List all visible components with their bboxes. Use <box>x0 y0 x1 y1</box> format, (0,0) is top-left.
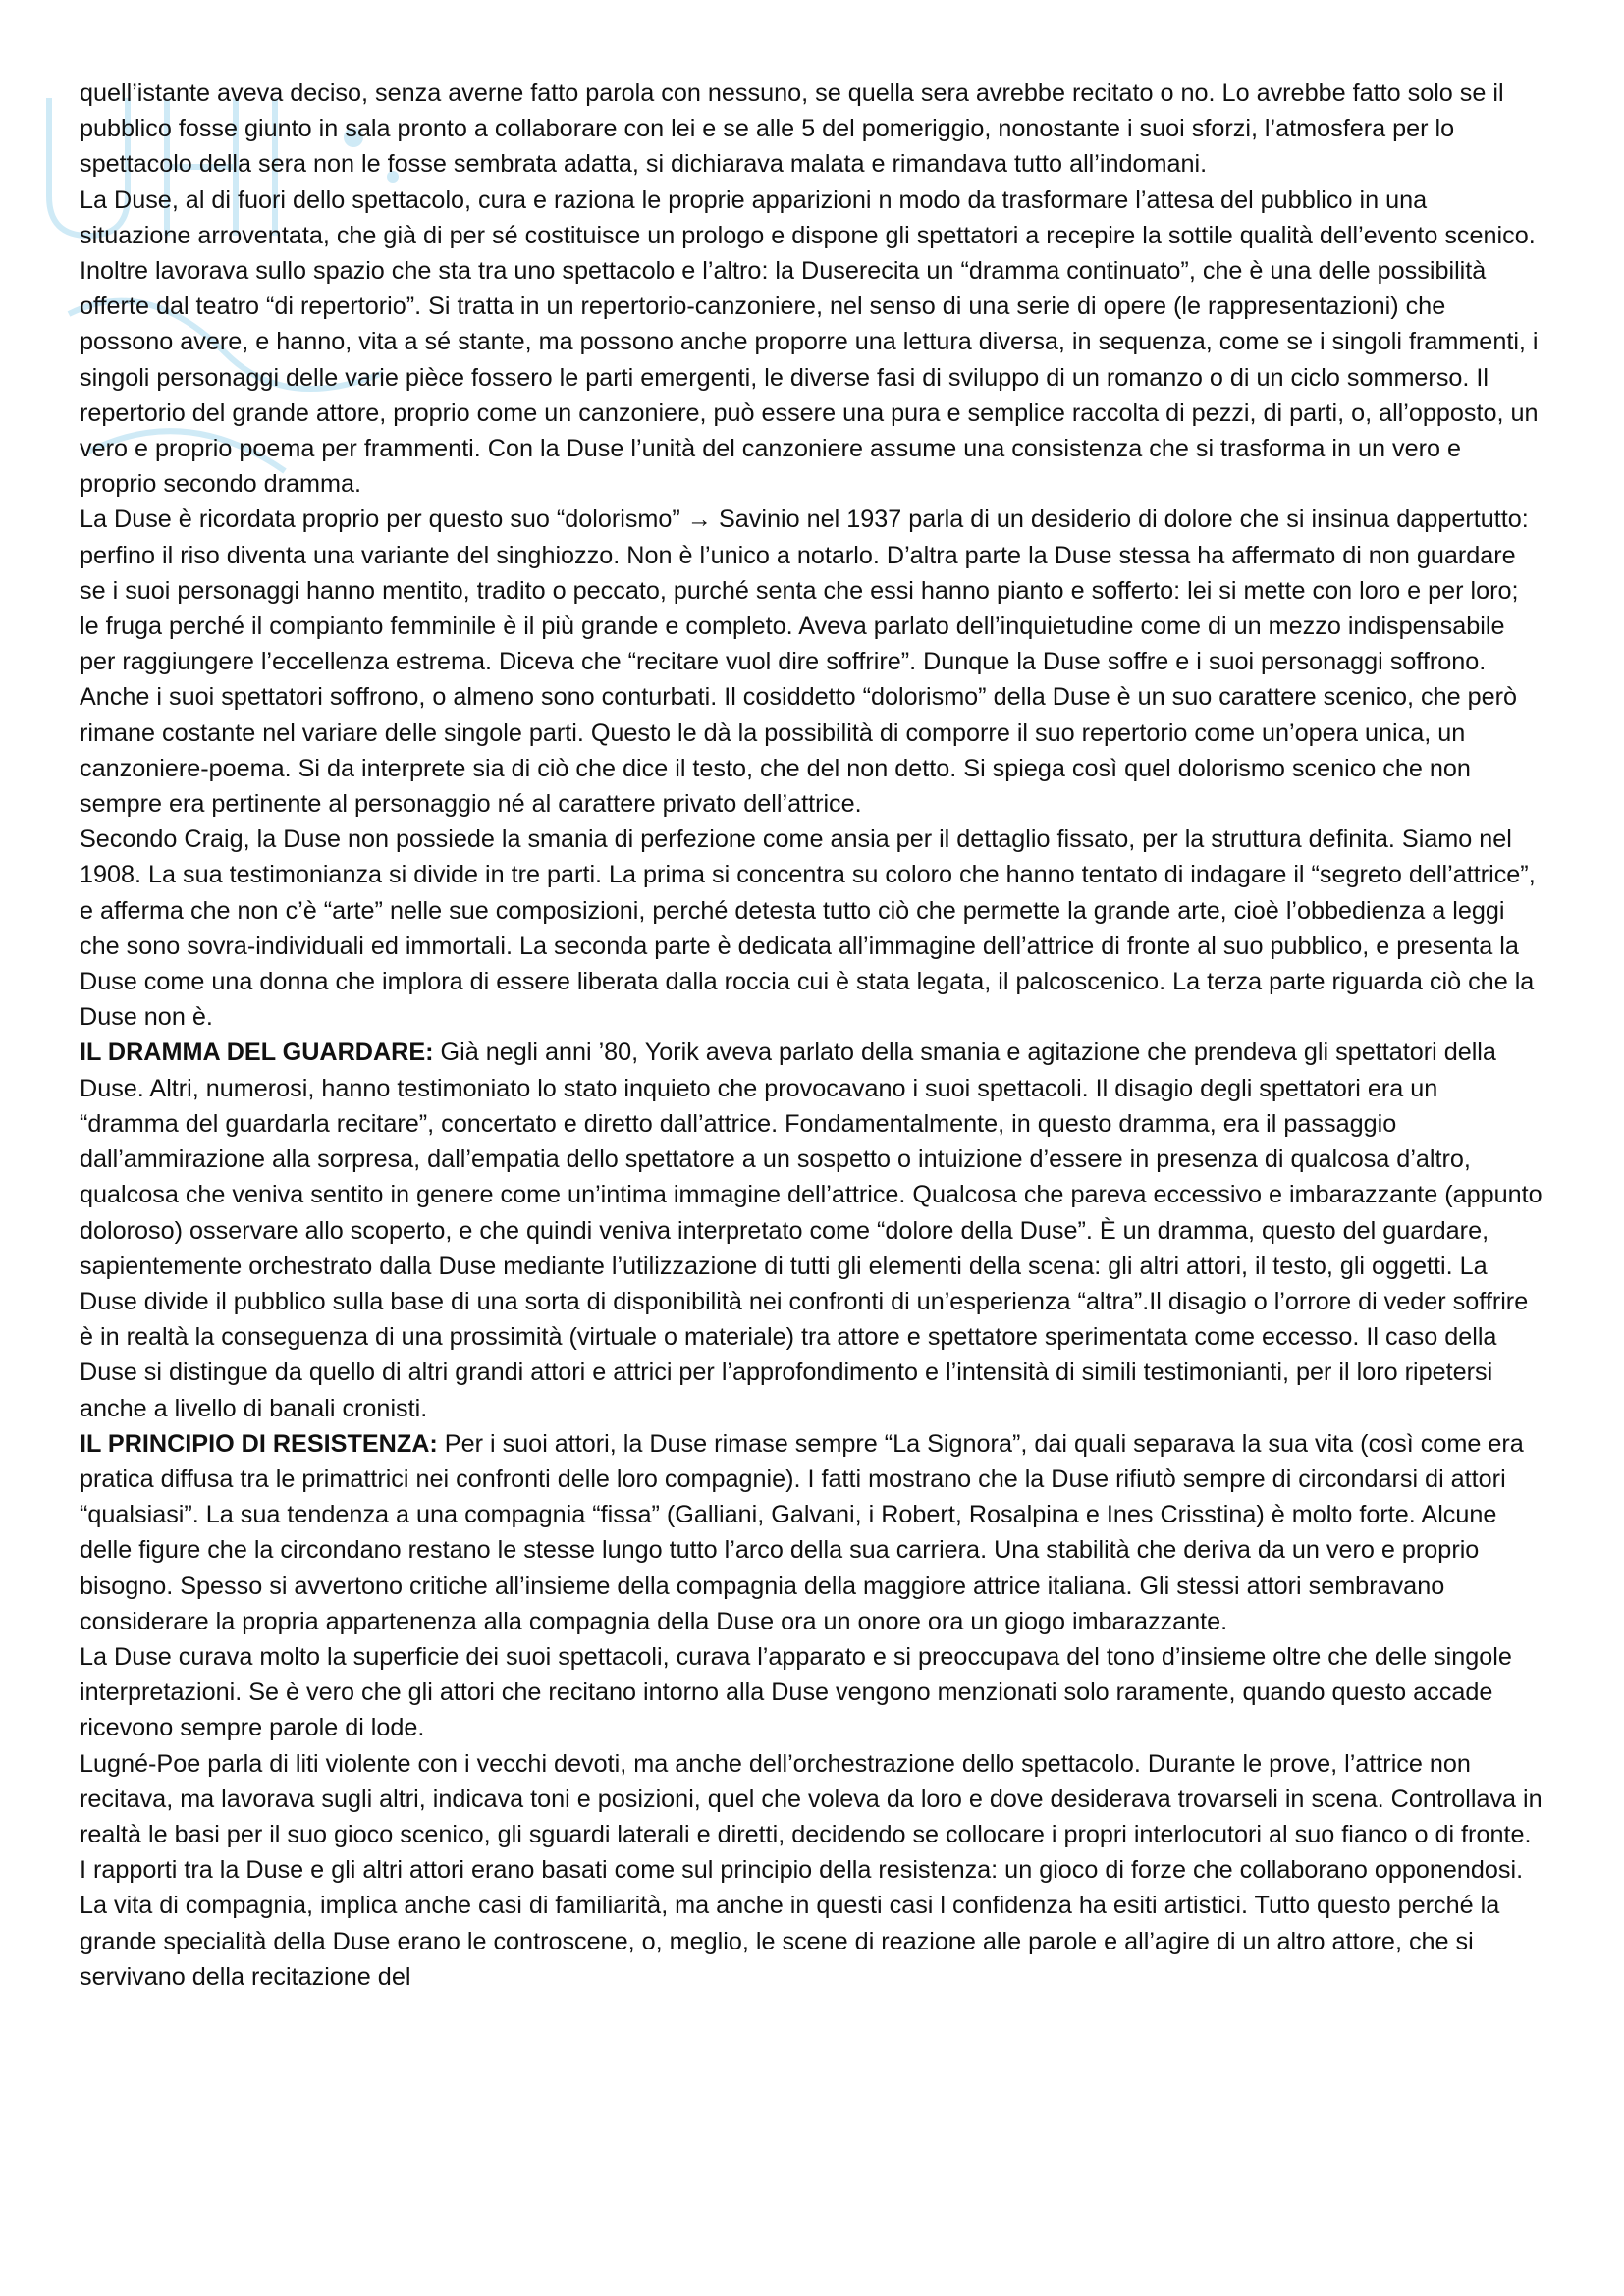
paragraph-principio-resistenza <box>80 1426 1543 1639</box>
paragraph-dramma-del-guardare <box>80 1035 1543 1425</box>
paragraph-superficie: La Duse curava molto la superficie dei suoi spettacoli, curava l’apparato e si preoccupava del tono d’insieme oltre che delle singole interpretazioni. Se è vero che gli attori che recitano intorno alla Duse vengono menzionati solo raramente, quando questo accade ricevono sempre parole di lode. <box>80 1642 1512 1742</box>
section-heading-dramma: IL DRAMMA DEL GUARDARE: <box>80 1039 434 1067</box>
paragraph-lugne-poe: Lugné-Poe parla di liti violente con i vecchi devoti, ma anche dell’orchestrazione dello spettacolo. Durante le prove, l’attrice non recitava, ma lavorava sugli altri, indicava toni e posizioni, quel che voleva da loro e dove desiderava trovarseli in scena. Controllava in realtà le basi per il suo gioco scenico, gli sguardi laterali e diretti, decidendo se collocare i propri interlocutori al suo fianco o di fronte. I rapporti tra la Duse e gli altri attori erano basati come sul principio della resistenza: un gioco di forze che collaborano opponendosi. La vita di compagnia, implica anche casi di familiarità, ma anche in questi casi l confidenza ha esiti artistici. Tutto questo perché la grande specialità della Duse erano le controscene, o, meglio, le scene di reazione alle parole e all’agire di un altro attore, che si servivano della recitazione del <box>80 1749 1543 1991</box>
paragraph-resistenza-text: Per i suoi attori, la Duse rimase sempre “La Signora”, dai quali separava la sua vita (così come era pratica diffusa tra le primattrici nei confronti delle loro compagnie). I fatti mostrano che la Duse rifiutò sempre di circondarsi di attori “qualsiasi”. La sua tendenza a una compagnia “fissa” (Galliani, Galvani, i Robert, Rosalpina e Ines Crisstina) è molto forte. Alcune delle figure che la circondano restano le stesse lungo tutto l’arco della sua carriera. Una stabilità che deriva da un vero e proprio bisogno. Spesso si avvertono critiche all’insieme della compagnia della maggiore attrice italiana. Gli stessi attori sembravano considerare la propria appartenenza alla compagnia della Duse ora un onore ora un giogo imbarazzante. <box>80 1429 1524 1635</box>
paragraph-dramma-text: Già negli anni ’80, Yorik aveva parlato della smania e agitazione che prendeva gli spettatori della Duse. Altri, numerosi, hanno testimoniato lo stato inquieto che provocavano i suoi spettacoli. Il disagio degli spettatori era un “dramma del guardarla recitare”, concertato e diretto dall’attrice. Fondamentalmente, in questo dramma, era il passaggio dall’ammirazione alla sorpresa, dall’empatia dello spettatore a un sospetto o intuizione d’essere in presenza di qualcosa d’altro, qualcosa che veniva sentito in genere come un’intima immagine dell’attrice. Qualcosa che pareva eccessivo e imbarazzante (appunto doloroso) osservare allo scoperto, e che quindi veniva interpretato come “dolore della Duse”. È un dramma, questo del guardare, sapientemente orchestrato dalla Duse mediante l’utilizzazione di tutti gli elementi della scena: gli altri attori, il testo, gli oggetti. La Duse divide il pubblico sulla base di una sorta di disponibilità nei confronti di un’esperienza “altra”.Il disagio o l’orrore di veder soffrire è in realtà la conseguenza di una prossimità (virtuale o materiale) tra attore e spettatore sperimentata come eccesso. Il caso della Duse si distingue da quello di altri grandi attori e attrici per l’approfondimento e l’intensità di simili testimonianti, per il loro ripetersi anche a livello di banali cronisti. <box>80 1039 1543 1422</box>
paragraph-dolorismo: La Duse è ricordata proprio per questo suo “dolorismo” → Savinio nel 1937 parla di un desiderio di dolore che si insinua dappertutto: perfino il riso diventa una variante del singhiozzo. Non è l’unico a notarlo. D’altra parte la Duse stessa ha affermato di non guardare se i suoi personaggi hanno mentito, tradito o peccato, purché senta che essi hanno pianto e sofferto: lei si mette con loro e per loro; le fruga perché il compianto femminile è il più grande e completo. Aveva parlato dell’inquietudine come di un mezzo indispensabile per raggiungere l’eccellenza estrema. Diceva che “recitare vuol dire soffrire”. Dunque la Duse soffre e i suoi personaggi soffrono. Anche i suoi spettatori soffrono, o almeno sono conturbati. Il cosiddetto “dolorismo” della Duse è un suo carattere scenico, che però rimane costante nel variare delle singole parti. Questo le dà la possibilità di comporre il suo repertorio come un’opera unica, un canzoniere-poema. Si da interprete sia di ciò che dice il testo, che del non detto. Si spiega così quel dolorismo scenico che non sempre era pertinente al personaggio né al carattere privato dell’attrice. <box>80 506 1529 819</box>
document-body <box>80 76 1543 1995</box>
paragraph-craig: Secondo Craig, la Duse non possiede la smania di perfezione come ansia per il dettaglio fissato, per la struttura definita. Siamo nel 1908. La sua testimonianza si divide in tre parti. La prima si concentra su coloro che hanno tentato di indagare il “segreto dell’attrice”, e afferma che non c’è “arte” nelle sue composizioni, perché detesta tutto ciò che permette la grande arte, cioè l’obbedienza a leggi che sono sovra-individuali ed immortali. La seconda parte è dedicata all’immagine dell’attrice di fronte al suo pubblico, e presenta la Duse come una donna che implora di essere liberata dalla roccia cui è stata legata, il palcoscenico. La terza parte riguarda ciò che la Duse non è. <box>80 826 1536 1032</box>
paragraph-intro: quell’istante aveva deciso, senza averne fatto parola con nessuno, se quella sera avrebbe recitato o no. Lo avrebbe fatto solo se il pubblico fosse giunto in sala pronto a collaborare con lei e se alle 5 del pomeriggio, nonostante i suoi sforzi, l’atmosfera per lo spettacolo della sera non le fosse sembrata adatta, si dichiarava malata e rimandava tutto all’indomani. <box>80 80 1504 179</box>
section-heading-resistenza: IL PRINCIPIO DI RESISTENZA: <box>80 1429 438 1458</box>
paragraph-repertorio: La Duse, al di fuori dello spettacolo, cura e raziona le proprie apparizioni n modo da trasformare l’attesa del pubblico in una situazione arroventata, che già di per sé costituisce un prologo e dispone gli spettatori a recepire la sottile qualità dell’evento scenico. Inoltre lavorava sullo spazio che sta tra uno spettacolo e l’altro: la Duserecita un “dramma continuato”, che è una delle possibilità offerte dal teatro “di repertorio”. Si tratta in un repertorio-canzoniere, nel senso di una serie di opere (le rappresentazioni) che possono avere, e hanno, vita a sé stante, ma possono anche proporre una lettura diversa, in sequenza, come se i singoli frammenti, i singoli personaggi delle varie pièce fossero le parti emergenti, le diverse fasi di sviluppo di un romanzo o di un ciclo sommerso. Il repertorio del grande attore, proprio come un canzoniere, può essere una pura e semplice raccolta di pezzi, di parti, o, all’opposto, un vero e proprio poema per frammenti. Con la Duse l’unità del canzoniere assume una consistenza che si trasforma in un vero e proprio secondo dramma. <box>80 186 1539 499</box>
